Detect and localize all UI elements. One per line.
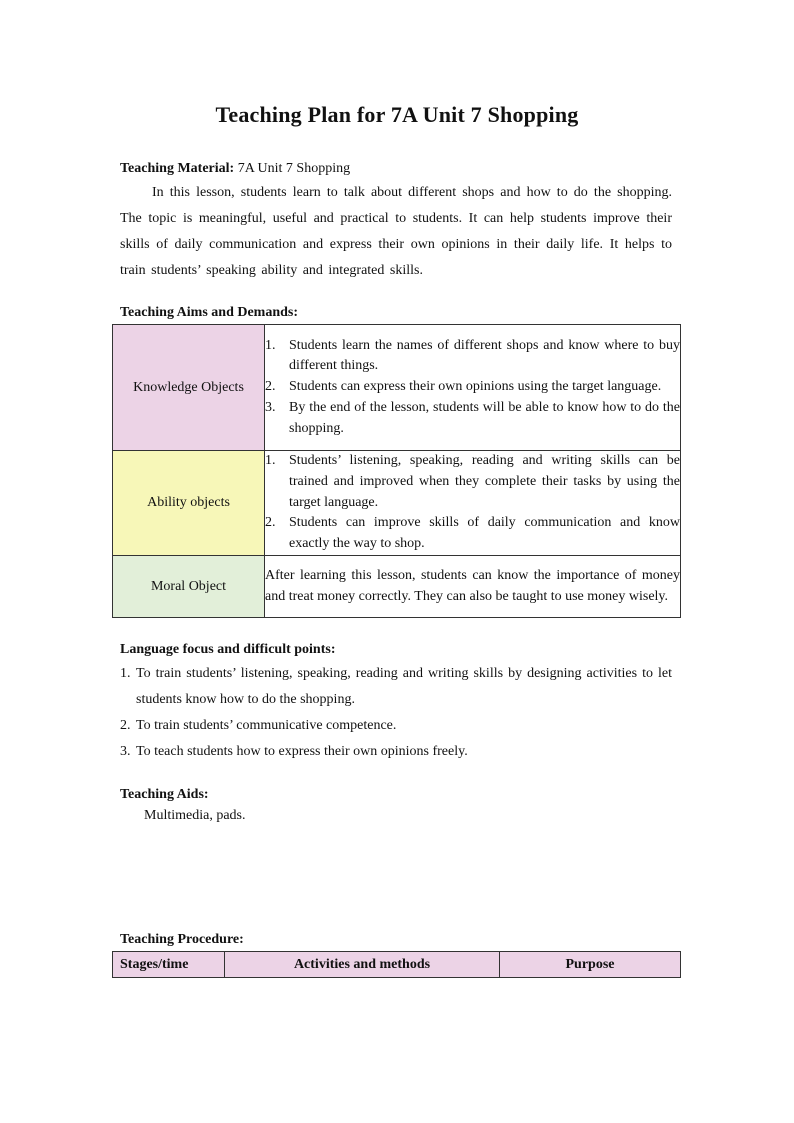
list-item: [265, 398, 680, 440]
list-item: [120, 661, 672, 713]
table-header-row: [113, 952, 681, 978]
item-text: Students learn the names of different shops and know where to buy different things.: [289, 337, 680, 374]
teaching-procedure-heading: Teaching Procedure:: [120, 932, 244, 947]
moral-object-content: After learning this lesson, students can know the importance of money and treat money correctly. They can also be taught to use money wisely.: [265, 556, 681, 618]
item-text: To train students’ communicative competence.: [136, 718, 397, 733]
item-number: 2.: [265, 515, 276, 531]
item-text: By the end of the lesson, students will be able to know how to do the shopping.: [289, 399, 680, 436]
knowledge-objects-content: [265, 325, 681, 451]
item-number: 3.: [120, 744, 131, 759]
ability-objects-row: [113, 451, 681, 556]
teaching-procedure-table: [112, 951, 681, 978]
knowledge-objects-row: [113, 325, 681, 451]
language-focus-heading: Language focus and difficult points:: [120, 642, 336, 657]
item-number: 1.: [265, 453, 276, 468]
ability-objects-label: Ability objects: [113, 451, 265, 556]
teaching-aids-heading: Teaching Aids:: [120, 787, 209, 802]
item-number: 2.: [120, 718, 131, 733]
teaching-aids-value: Multimedia, pads.: [144, 808, 246, 823]
list-item: [265, 377, 680, 398]
item-number: 1.: [120, 666, 131, 681]
teaching-aims-table: [112, 324, 681, 618]
item-text: To train students’ listening, speaking, reading and writing skills by designing activities to let students know how to do the shopping.: [136, 666, 672, 707]
column-header-purpose: Purpose: [500, 952, 681, 978]
list-item: [120, 739, 672, 765]
item-number: 2.: [265, 379, 276, 395]
teaching-aims-heading: Teaching Aims and Demands:: [120, 305, 299, 320]
item-text: Students’ listening, speaking, reading and writing skills can be trained and improved when they complete their tasks by using the target language.: [289, 453, 680, 510]
list-item: [120, 713, 672, 739]
language-focus-list: [120, 661, 672, 765]
list-item: [265, 513, 680, 555]
moral-object-label: Moral Object: [113, 556, 265, 618]
item-text: Students can improve skills of daily communication and know exactly the way to shop.: [289, 515, 680, 552]
teaching-material-heading: Teaching Material:: [120, 161, 235, 176]
column-header-activities: Activities and methods: [225, 952, 500, 978]
teaching-material-value: 7A Unit 7 Shopping: [234, 161, 351, 176]
item-number: 3.: [265, 399, 276, 415]
list-item: [265, 451, 680, 513]
ability-objects-content: [265, 451, 681, 556]
item-text: To teach students how to express their own opinions freely.: [136, 744, 468, 759]
column-header-stages: Stages/time: [113, 952, 225, 978]
page-title: Teaching Plan for 7A Unit 7 Shopping: [215, 102, 579, 127]
moral-object-row: [113, 556, 681, 618]
list-item: [265, 336, 680, 378]
item-number: 1.: [265, 337, 276, 353]
item-text: Students can express their own opinions using the target language.: [289, 379, 662, 395]
knowledge-objects-label: Knowledge Objects: [113, 325, 265, 451]
teaching-material-paragraph: In this lesson, students learn to talk about different shops and how to do the shopping. The topic is meaningful, useful and practical to students. It can help students improve their skills of daily communication and express their own opinions in their daily life. It helps to train students’ speaking ability and integrated skills.: [120, 185, 672, 278]
teaching-material-line: [120, 161, 350, 177]
